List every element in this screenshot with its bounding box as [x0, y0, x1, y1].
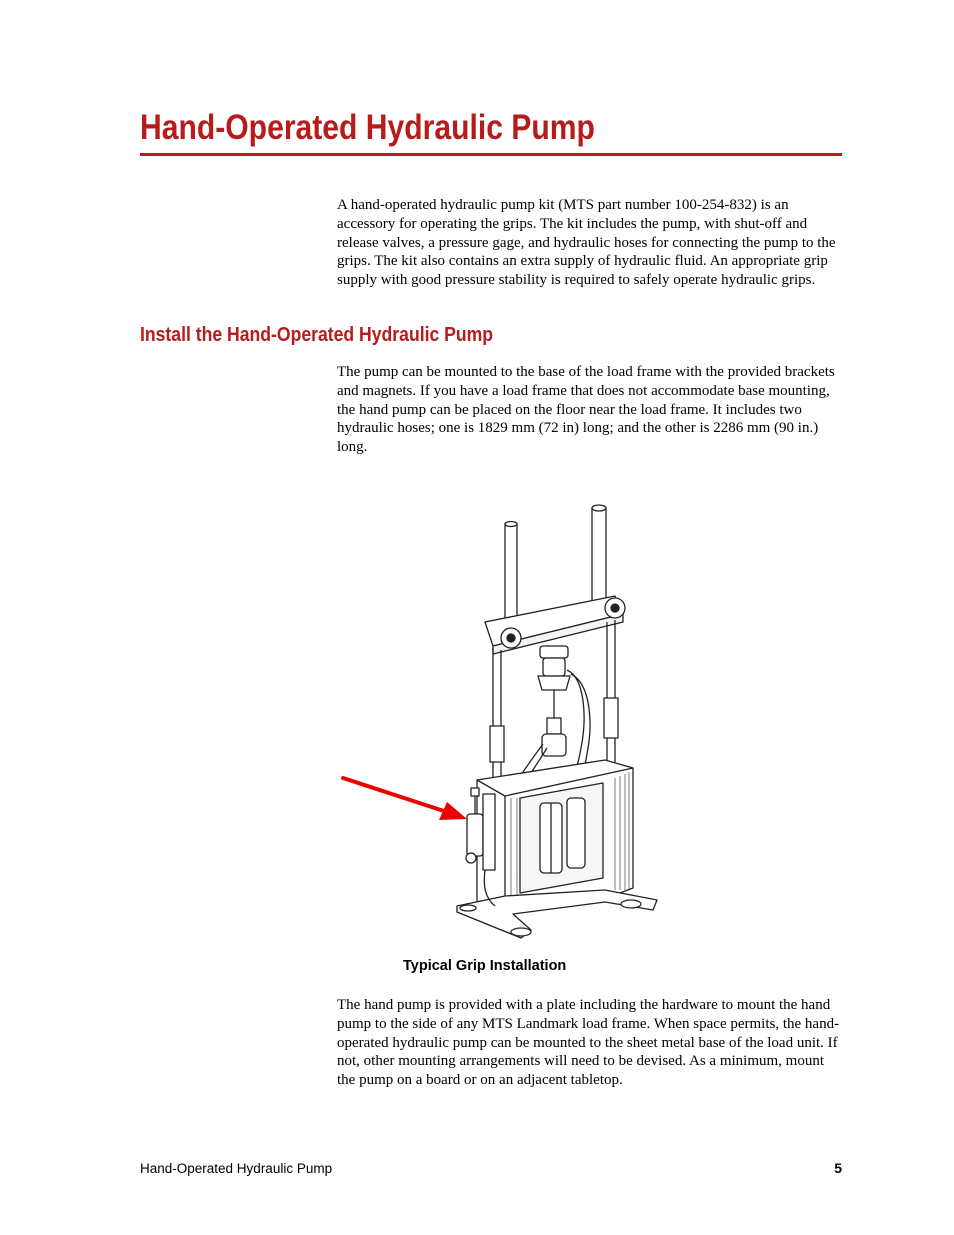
footer-section-name: Hand-Operated Hydraulic Pump	[140, 1161, 333, 1176]
section-heading: Install the Hand-Operated Hydraulic Pump	[140, 324, 494, 346]
intro-paragraph: A hand-operated hydraulic pump kit (MTS part number 100-254-832) is an accessory for operating the grips. The kit includes the pump, with shut-off and release valves, a pressure gage, and hydraulic hoses for connecting the pump to the grips. The kit also contains an extra supply of hydraulic fluid. An appropriate grip supply with good pressure stability is required to safely operate hydraulic grips.	[337, 197, 836, 289]
right-column-upper	[592, 508, 606, 613]
load-frame-illustration	[335, 498, 665, 948]
page-title: Hand-Operated Hydraulic Pump	[140, 108, 595, 147]
title-rule	[140, 153, 842, 156]
figure-caption: Typical Grip Installation	[403, 958, 567, 974]
mounting-paragraph: The hand pump is provided with a plate including the hardware to mount the hand pump to the side of any MTS Landmark load frame. When space permits, the hand-operated hydraulic pump can be mounted to the sheet metal base of the load unit. If not, other mounting arrangements will need to be devised. As a minimum, mount the pump on a board or on an adjacent tabletop.	[337, 997, 840, 1089]
pump-indicator-arrow	[343, 778, 467, 820]
grip-installation-figure	[335, 498, 665, 948]
install-paragraph: The pump can be mounted to the base of the load frame with the provided brackets and magnets. If you have a load frame that does not accommodate base mounting, the hand pump can be placed on the floor near the load frame. It includes two hydraulic hoses; one is 1829 mm (72 in) long; and the other is 2286 mm (90 in.) long.	[337, 364, 835, 456]
hand-pump-body	[467, 814, 483, 856]
left-column-upper	[505, 524, 517, 624]
footer-page-number: 5	[834, 1160, 842, 1176]
